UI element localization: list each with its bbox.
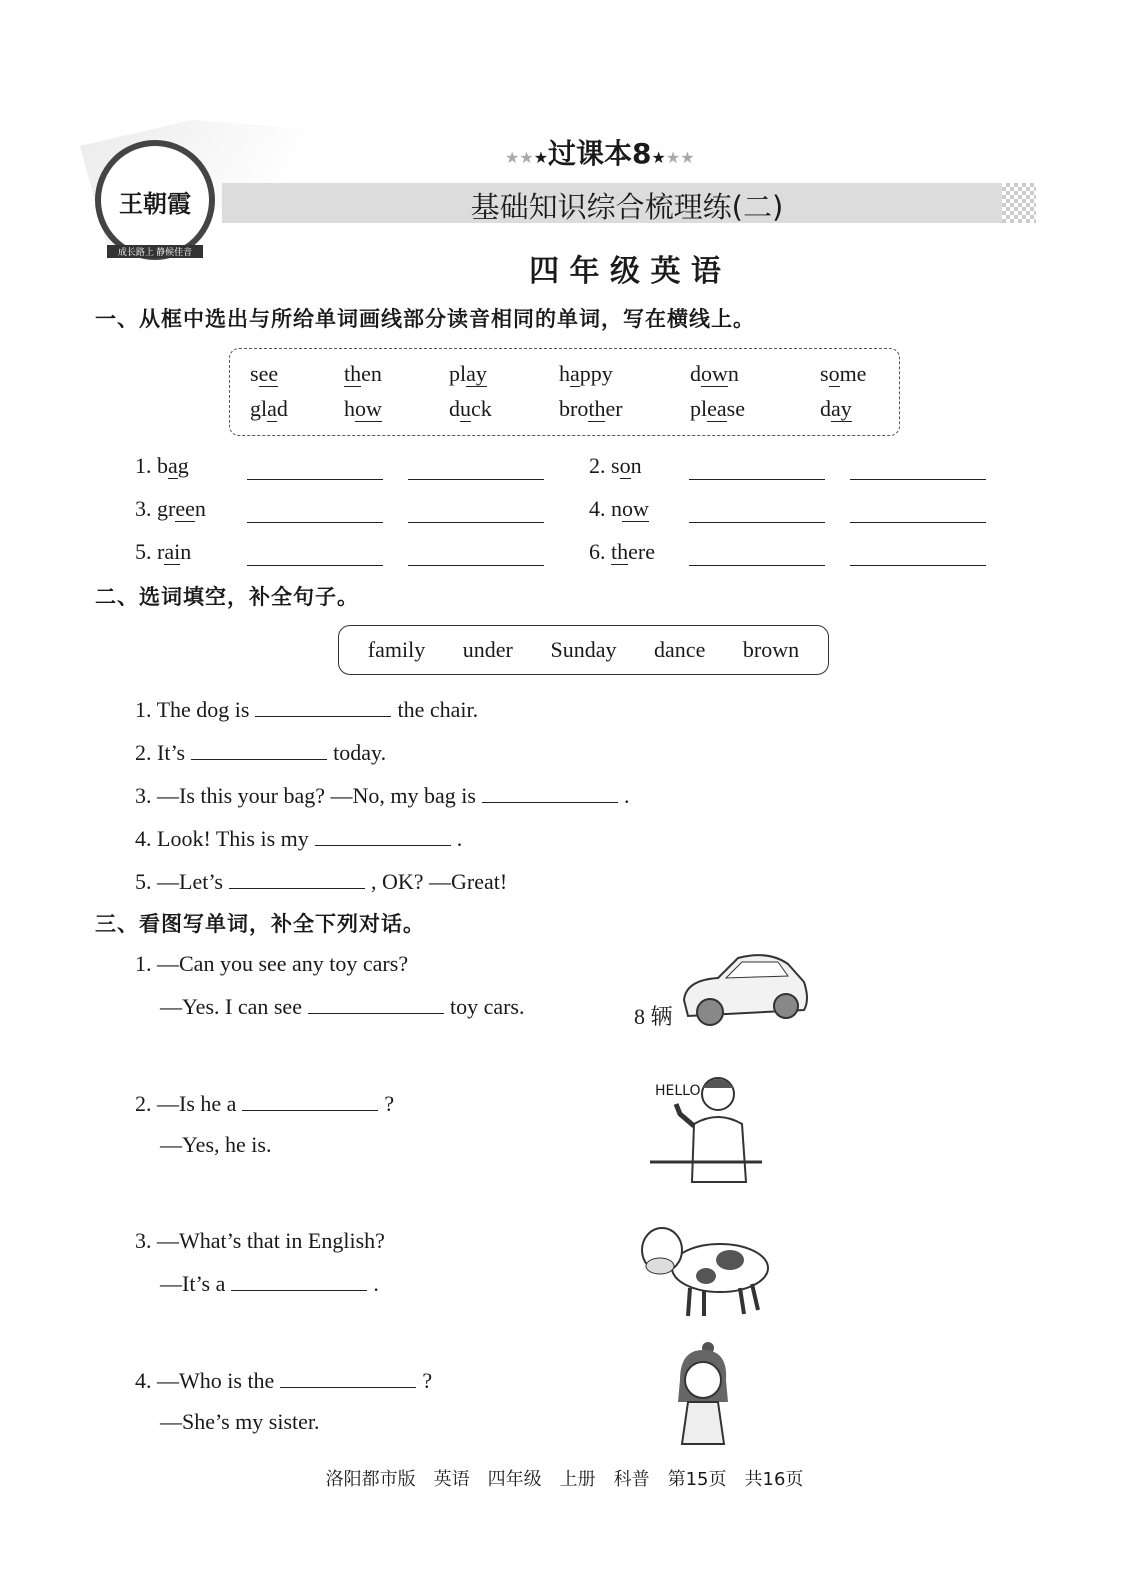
series-label: ★★★过课本8★★★ [505, 137, 695, 170]
box-word [250, 396, 288, 422]
word-part-post: se [726, 396, 745, 421]
fill-sentence [135, 696, 478, 723]
answer-blank[interactable] [280, 1367, 416, 1388]
section3-heading: 三、看图写单词，补全下列对话。 [95, 912, 425, 936]
word-part-ul: o [619, 453, 631, 478]
box-word [344, 361, 382, 387]
word-part-pre: n [611, 496, 622, 521]
answer-blank[interactable] [308, 993, 444, 1014]
sentence-before: 3. —Is this your bag? —No, my bag is [135, 783, 476, 808]
word-part-pre: d [690, 361, 701, 386]
dialogue-line [160, 1270, 379, 1297]
word-part-pre: pl [690, 396, 708, 421]
word-part-post: n [194, 496, 206, 521]
word-part-post: n [180, 539, 192, 564]
box-word [820, 396, 852, 422]
sentence-before: 2. It’s [135, 740, 186, 765]
word-part-pre: s [250, 361, 259, 386]
word-part-ul: a [168, 453, 178, 478]
word-part-post: n [727, 361, 739, 386]
dialogue-text: 2. —Is he a [135, 1091, 237, 1116]
answer-blank[interactable] [408, 565, 544, 566]
phonics-question [135, 496, 206, 522]
answer-blank[interactable] [850, 522, 986, 523]
word-part-post: ck [471, 396, 492, 421]
toy-car-picture [678, 950, 810, 1032]
answer-blank[interactable] [229, 868, 365, 889]
word-part-ul: ow [622, 496, 649, 521]
phonics-question [589, 539, 655, 565]
logo [95, 140, 215, 260]
dialogue-after: toy cars. [449, 994, 525, 1019]
word-part-ul: ow [355, 396, 382, 421]
question-word [611, 539, 655, 565]
word-part-ul: a [570, 361, 580, 386]
fill-sentence [135, 825, 462, 852]
box-word [559, 361, 613, 387]
word-part-pre: h [344, 396, 355, 421]
question-word [157, 496, 206, 522]
question-number: 2. [589, 453, 606, 478]
word-part-post: en [361, 361, 382, 386]
bank-word: family [367, 637, 426, 662]
dialogue-line [160, 1409, 320, 1435]
phonics-question [135, 453, 189, 479]
word-part-post: g [177, 453, 189, 478]
word-part-pre: h [559, 361, 570, 386]
dialogue-text: —Yes, he is. [160, 1132, 272, 1157]
box-word [690, 361, 739, 387]
answer-blank[interactable] [247, 479, 383, 480]
sentence-before: 5. —Let’s [135, 869, 223, 894]
bank-word: Sunday [550, 637, 617, 662]
series-text: 过课本8 [548, 137, 652, 170]
question-number: 3. [135, 496, 152, 521]
answer-blank[interactable] [689, 565, 825, 566]
word-part-post: er [605, 396, 623, 421]
word-part-ul: ee [258, 361, 279, 386]
dialogue-after: ? [422, 1368, 433, 1393]
dialogue-text: —It’s a [160, 1271, 226, 1296]
dialogue-after: . [373, 1271, 379, 1296]
word-part-ul: ee [175, 496, 195, 521]
question-number: 5. [135, 539, 152, 564]
word-part-pre: d [820, 396, 831, 421]
sentence-after: today. [333, 740, 387, 765]
fill-sentence [135, 739, 386, 766]
dialogue-line [135, 1367, 432, 1394]
word-part-ul: ai [164, 539, 181, 564]
question-number: 4. [589, 496, 606, 521]
bank-word: under [462, 637, 513, 662]
box-word-text [690, 361, 739, 387]
word-part-ul: a [267, 396, 277, 421]
box-word [559, 396, 623, 422]
word-part-pre: s [611, 453, 620, 478]
answer-blank[interactable] [850, 565, 986, 566]
box-word-text [690, 396, 745, 422]
word-part-post: ere [628, 539, 655, 564]
box-word-text [559, 396, 623, 422]
dialogue-line [160, 1132, 271, 1158]
dialogue-line [135, 1228, 385, 1254]
answer-blank[interactable] [191, 739, 327, 760]
answer-blank[interactable] [689, 479, 825, 480]
box-word [690, 396, 745, 422]
word-part-ul: ay [466, 361, 487, 386]
girl-picture [672, 1340, 734, 1446]
hello-label: HELLO [655, 1083, 701, 1099]
box-word-text [344, 361, 382, 387]
cow-picture [640, 1218, 772, 1320]
question-number: 1. [135, 453, 152, 478]
box-word [250, 361, 278, 387]
box-word-text [449, 361, 487, 387]
phonics-question [589, 453, 642, 479]
question-number: 6. [589, 539, 606, 564]
phonics-question [135, 539, 191, 565]
answer-blank[interactable] [255, 696, 391, 717]
box-word [344, 396, 382, 422]
dialogue-text: 4. —Who is the [135, 1368, 275, 1393]
question-word [611, 453, 642, 479]
box-word-text [820, 396, 852, 422]
answer-blank[interactable] [850, 479, 986, 480]
dialogue-text: —She’s my sister. [160, 1409, 320, 1434]
dialogue-line [135, 951, 408, 977]
box-word-text [559, 361, 613, 387]
page-subtitle: 四 年 级 英 语 [529, 254, 721, 289]
box-word-text [250, 361, 278, 387]
box-word-text [820, 361, 866, 387]
word-part-pre: bro [559, 396, 589, 421]
answer-blank[interactable] [242, 1090, 378, 1111]
word-part-post: ppy [579, 361, 613, 386]
answer-blank[interactable] [408, 522, 544, 523]
sentence-before: 4. Look! This is my [135, 826, 309, 851]
box-word-text [344, 396, 382, 422]
bank-word: dance [654, 637, 706, 662]
question-word [157, 539, 191, 565]
answer-blank[interactable] [315, 825, 451, 846]
dialogue-text: 3. —What’s that in English? [135, 1228, 385, 1253]
box-word-text [449, 396, 492, 422]
teacher-picture [650, 1074, 765, 1184]
word-bank-box [338, 625, 829, 675]
word-part-pre: gl [250, 396, 268, 421]
sentence-after: , OK? —Great! [371, 869, 508, 894]
answer-blank[interactable] [482, 782, 618, 803]
dialogue-after: ? [384, 1091, 395, 1116]
dialogue-line [135, 1090, 394, 1117]
answer-blank[interactable] [231, 1270, 367, 1291]
word-part-ul: o [828, 361, 840, 386]
section1-heading: 一、从框中选出与所给单词画线部分读音相同的单词，写在横线上。 [95, 307, 755, 331]
dialogue-text: —Yes. I can see [160, 994, 302, 1019]
box-word [449, 361, 487, 387]
sentence-after: the chair. [397, 697, 479, 722]
answer-blank[interactable] [689, 522, 825, 523]
answer-blank[interactable] [247, 565, 383, 566]
page-footer: 洛阳都市版 英语 四年级 上册 科普 第15页 共16页 [325, 1469, 804, 1490]
question-word [157, 453, 189, 479]
word-part-pre: r [157, 539, 165, 564]
word-part-pre: pl [449, 361, 467, 386]
word-part-ul: th [588, 396, 606, 421]
question-word [611, 496, 649, 522]
sentence-after: . [623, 783, 630, 808]
dialogue-text: 1. —Can you see any toy cars? [135, 951, 409, 976]
word-part-pre: d [449, 396, 460, 421]
word-part-post: d [276, 396, 288, 421]
box-word [820, 361, 866, 387]
sentence-after: . [456, 826, 463, 851]
word-part-pre: b [157, 453, 168, 478]
word-part-ul: ea [707, 396, 727, 421]
box-word-text [250, 396, 288, 422]
sentence-before: 1. The dog is [135, 697, 250, 722]
car-count-label: 8 辆 [634, 1004, 673, 1029]
page-title: 基础知识综合梳理练(二) [470, 190, 784, 224]
word-part-ul: th [344, 361, 362, 386]
fill-sentence [135, 868, 507, 895]
answer-blank[interactable] [247, 522, 383, 523]
answer-blank[interactable] [408, 479, 544, 480]
word-part-ul: u [460, 396, 471, 421]
word-part-pre: gr [157, 496, 176, 521]
word-part-pre: s [820, 361, 829, 386]
logo-text: 王朝霞 [119, 189, 191, 218]
logo-slogan: 成长路上 静候佳音 [107, 245, 203, 258]
word-part-post: me [839, 361, 867, 386]
bank-word: brown [742, 637, 800, 662]
section2-heading: 二、选词填空，补全句子。 [95, 585, 359, 609]
phonics-question [589, 496, 649, 522]
word-part-ul: th [611, 539, 629, 564]
word-part-ul: ay [831, 396, 852, 421]
box-word [449, 396, 492, 422]
word-part-ul: ow [701, 361, 728, 386]
fill-sentence [135, 782, 629, 809]
word-part-post: n [630, 453, 642, 478]
dialogue-line [160, 993, 525, 1020]
